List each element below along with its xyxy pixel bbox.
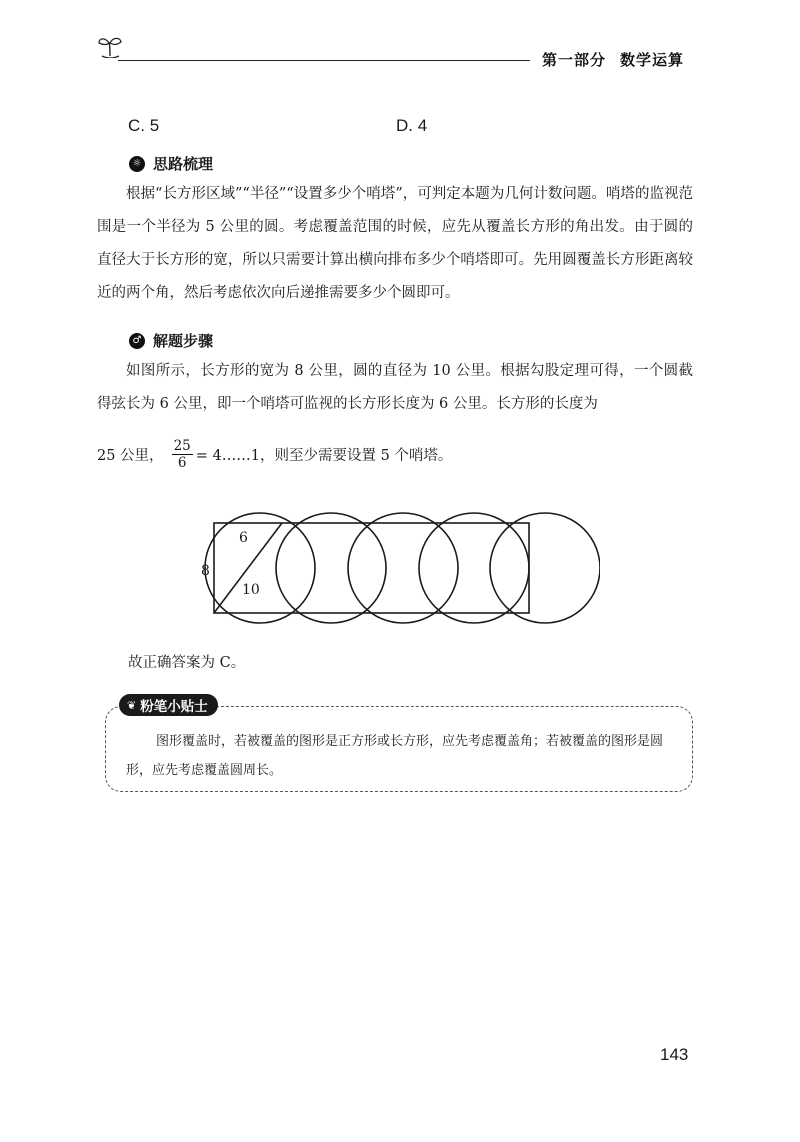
label-chord: 6 <box>239 530 248 546</box>
sun-icon: ☼ <box>129 156 145 172</box>
running-header <box>542 49 684 70</box>
compass-icon: ♂ <box>129 333 145 349</box>
analysis-heading <box>129 153 213 174</box>
solution-heading <box>129 330 213 351</box>
page-number: 143 <box>660 1045 689 1064</box>
fraction <box>172 438 193 471</box>
sprout-icon: ❦ <box>127 698 137 712</box>
solution-paragraph <box>97 355 693 421</box>
coverage-circle-3 <box>348 513 458 623</box>
coverage-circle-1 <box>205 513 315 623</box>
analysis-heading-text: 思路梳理 <box>153 155 214 173</box>
coverage-circle-4 <box>419 513 529 623</box>
solution-text: 如图所示，长方形的宽为 8 公里，圆的直径为 10 公里。根据勾股定理可得，一个圆截得弦长为 6 公里，即一个哨塔可监视的长方形长度为 6 公里。长方形的长度为 <box>97 363 693 412</box>
fraction-numerator: 25 <box>173 438 191 454</box>
coverage-circle-2 <box>276 513 386 623</box>
label-diameter: 10 <box>242 582 260 598</box>
sprout-logo-icon <box>97 34 123 58</box>
rectangle-shape <box>214 523 529 613</box>
option-c: C. 5 <box>128 116 160 135</box>
tips-label-text: 粉笔小贴士 <box>140 699 208 715</box>
conclusion-text: 故正确答案为 C。 <box>128 655 246 671</box>
analysis-paragraph <box>97 178 693 310</box>
coverage-circle-5 <box>490 513 600 623</box>
analysis-text: 根据“长方形区域”“半径”“设置多少个哨塔”，可判定本题为几何计数问题。哨塔的监视范围是一个半径为 5 公里的圆。考虑覆盖范围的时候，应先从覆盖长方形的角出发。由于圆的直径大于长方形的宽，所以只需要计算出横向排布多少个哨塔即可。先用圆覆盖长方形距离较近的两个角，然后考虑依次向后递推需要多少个圆即可。 <box>97 186 693 301</box>
header-section: 第一部分 <box>542 51 607 69</box>
formula-line <box>97 438 452 471</box>
solution-heading-text: 解题步骤 <box>153 332 214 350</box>
tips-label <box>119 694 218 716</box>
header-subject: 数学运算 <box>620 51 685 69</box>
fraction-denominator: 6 <box>177 455 187 471</box>
tips-text: 图形覆盖时，若被覆盖的图形是正方形或长方形，应先考虑覆盖角；若被覆盖的图形是圆形，应先考虑覆盖圆周长。 <box>126 734 664 778</box>
formula-result: = 4……1，则至少需要设置 5 个哨塔。 <box>195 448 453 464</box>
coverage-diagram <box>190 510 600 635</box>
header-rule <box>118 60 530 61</box>
option-d: D. 4 <box>396 116 428 135</box>
tips-content <box>126 727 666 785</box>
formula-prefix: 25 公里， <box>97 448 164 464</box>
diameter-line <box>214 523 282 613</box>
label-width: 8 <box>201 563 210 579</box>
